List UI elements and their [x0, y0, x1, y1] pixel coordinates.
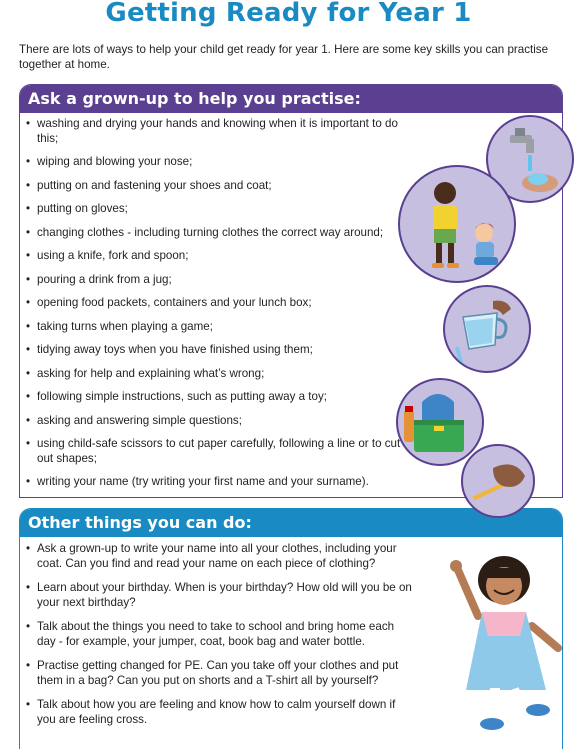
list-item: • asking and answering simple questions; — [20, 414, 405, 429]
list-item: • taking turns when playing a game; — [20, 320, 405, 335]
practise-list — [20, 117, 405, 498]
list-item: • writing your name (try writing your first name and your surname). — [20, 475, 405, 490]
list-item: • using child-safe scissors to cut paper carefully, following a line or to cut out shapes; — [20, 437, 405, 466]
list-item: • tidying away toys when you have finished using them; — [20, 343, 405, 358]
list-item: • Learn about your birthday. When is your birthday? How old will you be on your next birthday? — [20, 581, 415, 610]
school-bag-icon — [396, 378, 484, 466]
list-item: • pouring a drink from a jug; — [20, 273, 405, 288]
list-item: • opening food packets, containers and your lunch box; — [20, 296, 405, 311]
list-item: • asking for help and explaining what’s wrong; — [20, 367, 405, 382]
list-item: • Talk about how you are feeling and know how to calm yourself down if you are feeling cross. — [20, 698, 415, 727]
intro-text: There are lots of ways to help your child get ready for year 1. Here are some key skills you can practise together at home. — [19, 43, 549, 71]
list-item: • following simple instructions, such as putting away a toy; — [20, 390, 405, 405]
list-item: • putting on gloves; — [20, 202, 405, 217]
list-item: • Ask a grown-up to write your name into all your clothes, including your coat. Can you find and read your name on each piece of clothing? — [20, 542, 415, 571]
list-item: • changing clothes - including turning clothes the correct way around; — [20, 226, 405, 241]
pouring-jug-icon — [443, 285, 531, 373]
list-item: • putting on and fastening your shoes and coat; — [20, 179, 405, 194]
list-item: • Practise getting changed for PE. Can you take off your clothes and put them in a bag? Can you put on shorts and a T-shirt all by yourself? — [20, 659, 415, 688]
page-title: Getting Ready for Year 1 — [105, 0, 472, 28]
happy-girl-icon — [420, 540, 577, 735]
children-dressing-icon — [398, 165, 516, 283]
other-things-list — [20, 542, 415, 737]
list-item: • wiping and blowing your nose; — [20, 155, 405, 170]
list-item: • using a knife, fork and spoon; — [20, 249, 405, 264]
writing-hand-icon — [461, 444, 535, 518]
practise-heading: Ask a grown-up to help you practise: — [20, 85, 562, 113]
other-things-heading: Other things you can do: — [20, 509, 562, 537]
list-item: • washing and drying your hands and knowing when it is important to do this; — [20, 117, 405, 146]
list-item: • Talk about the things you need to take to school and bring home each day - for example, your jumper, coat, book bag and water bottle. — [20, 620, 415, 649]
